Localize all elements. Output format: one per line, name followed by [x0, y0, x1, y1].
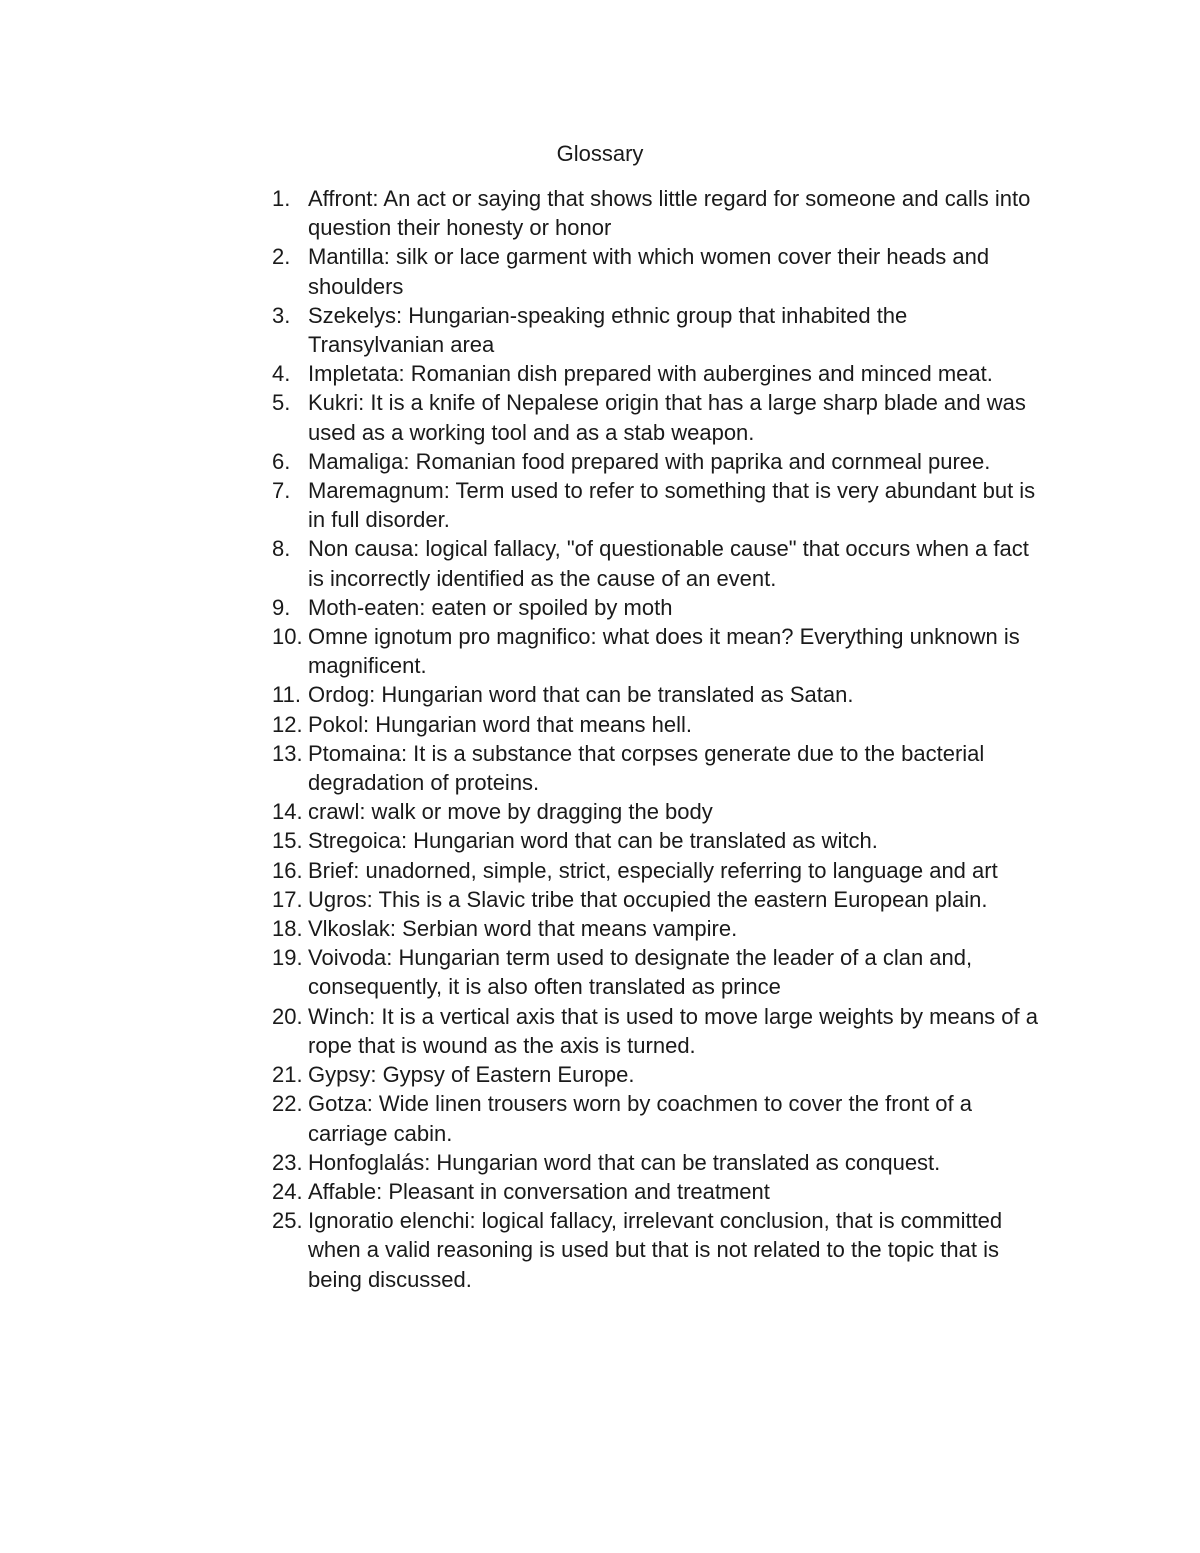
- glossary-entry: [272, 388, 1042, 446]
- glossary-entry: [272, 301, 1042, 359]
- glossary-entry: [272, 359, 1042, 388]
- entry-definition: Pokol: Hungarian word that means hell.: [308, 711, 692, 737]
- entry-definition: Ptomaina: It is a substance that corpses generate due to the bacterial degradation of proteins.: [308, 740, 985, 796]
- entry-number: 12.: [272, 711, 303, 737]
- entry-number: 20.: [272, 1003, 303, 1029]
- entry-definition: Impletata: Romanian dish prepared with aubergines and minced meat.: [308, 361, 993, 387]
- glossary-entry: [272, 534, 1042, 592]
- entry-number: 4.: [272, 361, 291, 387]
- glossary-entry: [272, 856, 1042, 885]
- entry-number: 7.: [272, 478, 291, 504]
- entry-number: 18.: [272, 916, 303, 942]
- glossary-entry: [272, 242, 1042, 300]
- entry-definition: Maremagnum: Term used to refer to something that is very abundant but is in full disorder.: [308, 478, 1036, 533]
- entry-number: 5.: [272, 390, 291, 416]
- entry-number: 16.: [272, 857, 303, 883]
- entry-definition: Gotza: Wide linen trousers worn by coachmen to cover the front of a carriage cabin.: [308, 1091, 972, 1146]
- entry-definition: Gypsy: Gypsy of Eastern Europe.: [308, 1062, 635, 1088]
- glossary-entry: [272, 680, 1042, 709]
- glossary-entry: [272, 184, 1042, 242]
- entry-number: 14.: [272, 799, 303, 825]
- glossary-entry: [272, 1148, 1042, 1177]
- glossary-entry: [272, 1089, 1042, 1147]
- entry-number: 2.: [272, 244, 291, 270]
- entry-definition: crawl: walk or move by dragging the body: [308, 799, 713, 825]
- entry-definition: Ugros: This is a Slavic tribe that occupied the eastern European plain.: [308, 886, 988, 912]
- entry-definition: Moth-eaten: eaten or spoiled by moth: [308, 594, 673, 620]
- entry-number: 10.: [272, 624, 303, 650]
- entry-number: 8.: [272, 536, 291, 562]
- entry-number: 15.: [272, 828, 303, 854]
- entry-number: 17.: [272, 886, 303, 912]
- glossary-entry: [272, 826, 1042, 855]
- entry-definition: Mamaliga: Romanian food prepared with paprika and cornmeal puree.: [308, 448, 991, 474]
- entry-definition: Honfoglalás: Hungarian word that can be translated as conquest.: [308, 1149, 941, 1175]
- entry-definition: Affront: An act or saying that shows little regard for someone and calls into question their honesty or honor: [308, 186, 1031, 241]
- glossary-entry: [272, 710, 1042, 739]
- entry-number: 25.: [272, 1208, 303, 1234]
- entry-definition: Szekelys: Hungarian-speaking ethnic group that inhabited the Transylvanian area: [308, 302, 908, 358]
- glossary-entry: [272, 739, 1042, 797]
- page-title: Glossary: [556, 141, 644, 166]
- glossary-entry: [272, 914, 1042, 943]
- entry-number: 22.: [272, 1091, 303, 1117]
- entry-definition: Winch: It is a vertical axis that is used to move large weights by means of a rope that is wound as the axis is turned.: [308, 1003, 1038, 1058]
- glossary-entry: [272, 622, 1042, 680]
- entry-definition: Mantilla: silk or lace garment with which women cover their heads and shoulders: [308, 244, 990, 299]
- entry-definition: Ordog: Hungarian word that can be translated as Satan.: [308, 682, 854, 708]
- entry-number: 9.: [272, 594, 291, 620]
- entry-number: 19.: [272, 945, 303, 971]
- entry-number: 24.: [272, 1178, 303, 1204]
- entry-number: 11.: [272, 682, 301, 708]
- entry-number: 13.: [272, 740, 303, 766]
- glossary-entry: [272, 885, 1042, 914]
- entry-number: 1.: [272, 186, 291, 211]
- glossary-entry: [272, 1206, 1042, 1294]
- entry-definition: Non causa: logical fallacy, "of questionable cause" that occurs when a fact is incorrectly identified as the cause of an event.: [308, 536, 1029, 591]
- glossary-entry: [272, 476, 1042, 534]
- entry-definition: Voivoda: Hungarian term used to designate the leader of a clan and, consequently, it is also often translated as prince: [308, 945, 973, 1000]
- entry-definition: Brief: unadorned, simple, strict, especially referring to language and art: [308, 857, 998, 883]
- glossary-entry: [272, 1060, 1042, 1089]
- glossary-entry: [272, 797, 1042, 826]
- entry-number: 6.: [272, 448, 291, 474]
- entry-definition: Vlkoslak: Serbian word that means vampire.: [308, 916, 738, 942]
- entry-number: 3.: [272, 302, 291, 328]
- glossary-entry: [272, 593, 1042, 622]
- glossary-entry: [272, 1177, 1042, 1206]
- glossary-list: [272, 184, 1042, 1294]
- glossary-entry: [272, 447, 1042, 476]
- entry-definition: Affable: Pleasant in conversation and treatment: [308, 1178, 770, 1204]
- glossary-entry: [272, 1002, 1042, 1060]
- entry-definition: Omne ignotum pro magnifico: what does it mean? Everything unknown is magnificent.: [308, 624, 1020, 679]
- glossary-entry: [272, 943, 1042, 1001]
- entry-number: 23.: [272, 1149, 303, 1175]
- entry-number: 21.: [272, 1062, 303, 1088]
- entry-definition: Kukri: It is a knife of Nepalese origin that has a large sharp blade and was used as a working tool and as a stab weapon.: [308, 390, 1026, 445]
- entry-definition: Ignoratio elenchi: logical fallacy, irrelevant conclusion, that is committed when a valid reasoning is used but that is not related to the topic that is being discussed.: [308, 1208, 1003, 1292]
- entry-definition: Stregoica: Hungarian word that can be translated as witch.: [308, 828, 878, 854]
